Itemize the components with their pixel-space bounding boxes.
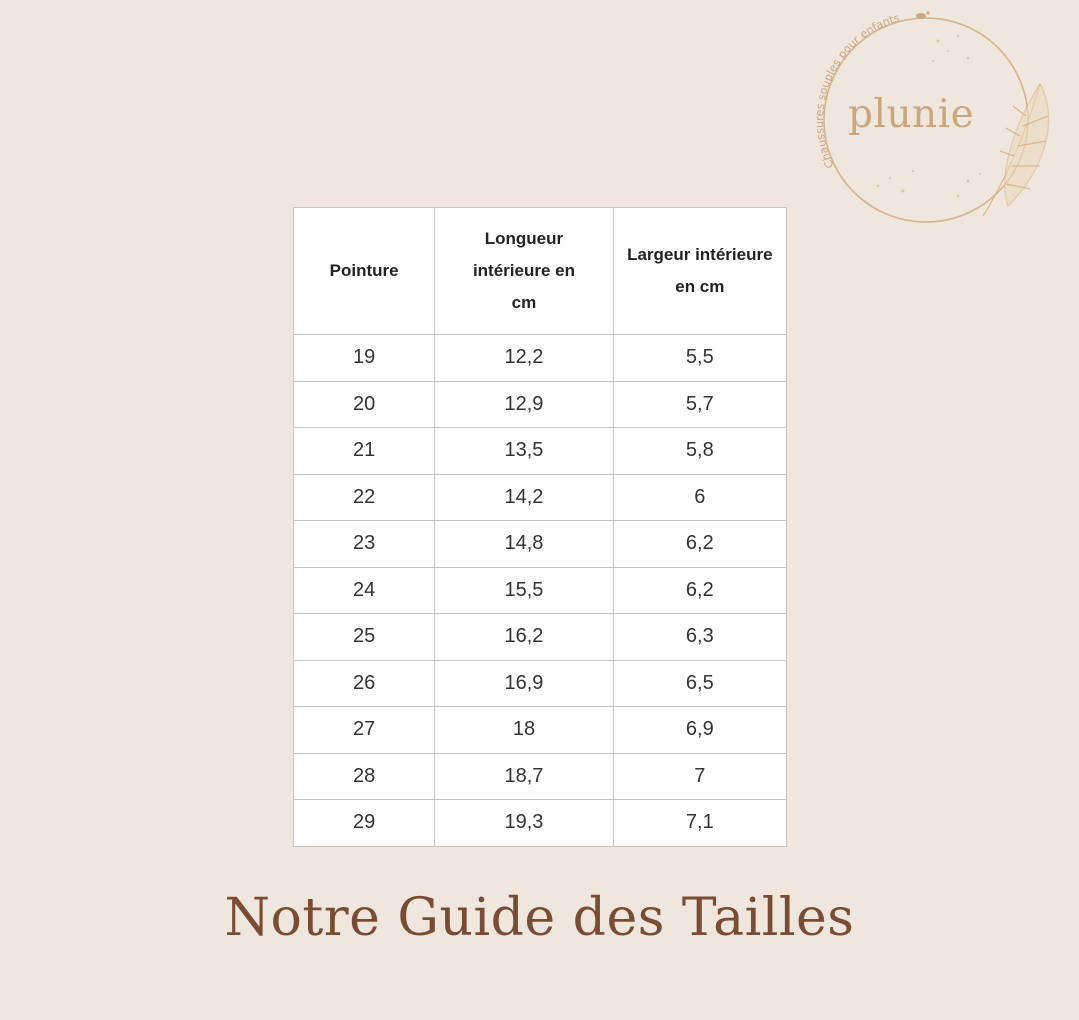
table-body — [294, 335, 787, 847]
cell-longueur: 18 — [435, 707, 613, 754]
cell-pointure: 22 — [294, 474, 435, 521]
table-row — [294, 381, 787, 428]
table-row — [294, 753, 787, 800]
cell-pointure: 23 — [294, 521, 435, 568]
table-row — [294, 428, 787, 475]
table-row — [294, 707, 787, 754]
cell-longueur: 15,5 — [435, 567, 613, 614]
cell-pointure: 25 — [294, 614, 435, 661]
cell-pointure: 27 — [294, 707, 435, 754]
cell-largeur: 5,7 — [613, 381, 786, 428]
cell-largeur: 6 — [613, 474, 786, 521]
svg-text:Chaussures souples pour enfant — [813, 11, 901, 170]
table-row — [294, 614, 787, 661]
cell-largeur: 5,8 — [613, 428, 786, 475]
cell-longueur: 16,2 — [435, 614, 613, 661]
cell-longueur: 14,2 — [435, 474, 613, 521]
header-pointure: Pointure — [294, 208, 435, 335]
cell-largeur: 7 — [613, 753, 786, 800]
cell-longueur: 12,9 — [435, 381, 613, 428]
cell-pointure: 19 — [294, 335, 435, 382]
table-row — [294, 474, 787, 521]
cell-pointure: 28 — [294, 753, 435, 800]
table-header-row — [294, 208, 787, 335]
cell-pointure: 24 — [294, 567, 435, 614]
table-row — [294, 800, 787, 847]
cell-longueur: 18,7 — [435, 753, 613, 800]
table-row — [294, 335, 787, 382]
cell-longueur: 16,9 — [435, 660, 613, 707]
header-largeur: Largeur intérieure en cm — [613, 208, 786, 335]
cell-longueur: 13,5 — [435, 428, 613, 475]
cell-largeur: 6,2 — [613, 521, 786, 568]
cell-largeur: 6,3 — [613, 614, 786, 661]
table-row — [294, 521, 787, 568]
cell-longueur: 14,8 — [435, 521, 613, 568]
cell-pointure: 20 — [294, 381, 435, 428]
page-title: Notre Guide des Tailles — [224, 888, 855, 948]
cell-pointure: 29 — [294, 800, 435, 847]
cell-largeur: 7,1 — [613, 800, 786, 847]
cell-largeur: 6,2 — [613, 567, 786, 614]
table-row — [294, 567, 787, 614]
cell-longueur: 19,3 — [435, 800, 613, 847]
cell-largeur: 5,5 — [613, 335, 786, 382]
cell-pointure: 26 — [294, 660, 435, 707]
cell-longueur: 12,2 — [435, 335, 613, 382]
cell-largeur: 6,9 — [613, 707, 786, 754]
logo-brand-name: plunie — [848, 92, 975, 137]
cell-largeur: 6,5 — [613, 660, 786, 707]
size-guide-table — [293, 207, 787, 847]
logo-tagline: Chaussures souples pour enfants — [812, 11, 902, 171]
header-longueur: Longueur intérieure en cm — [435, 208, 613, 335]
table-row — [294, 660, 787, 707]
cell-pointure: 21 — [294, 428, 435, 475]
